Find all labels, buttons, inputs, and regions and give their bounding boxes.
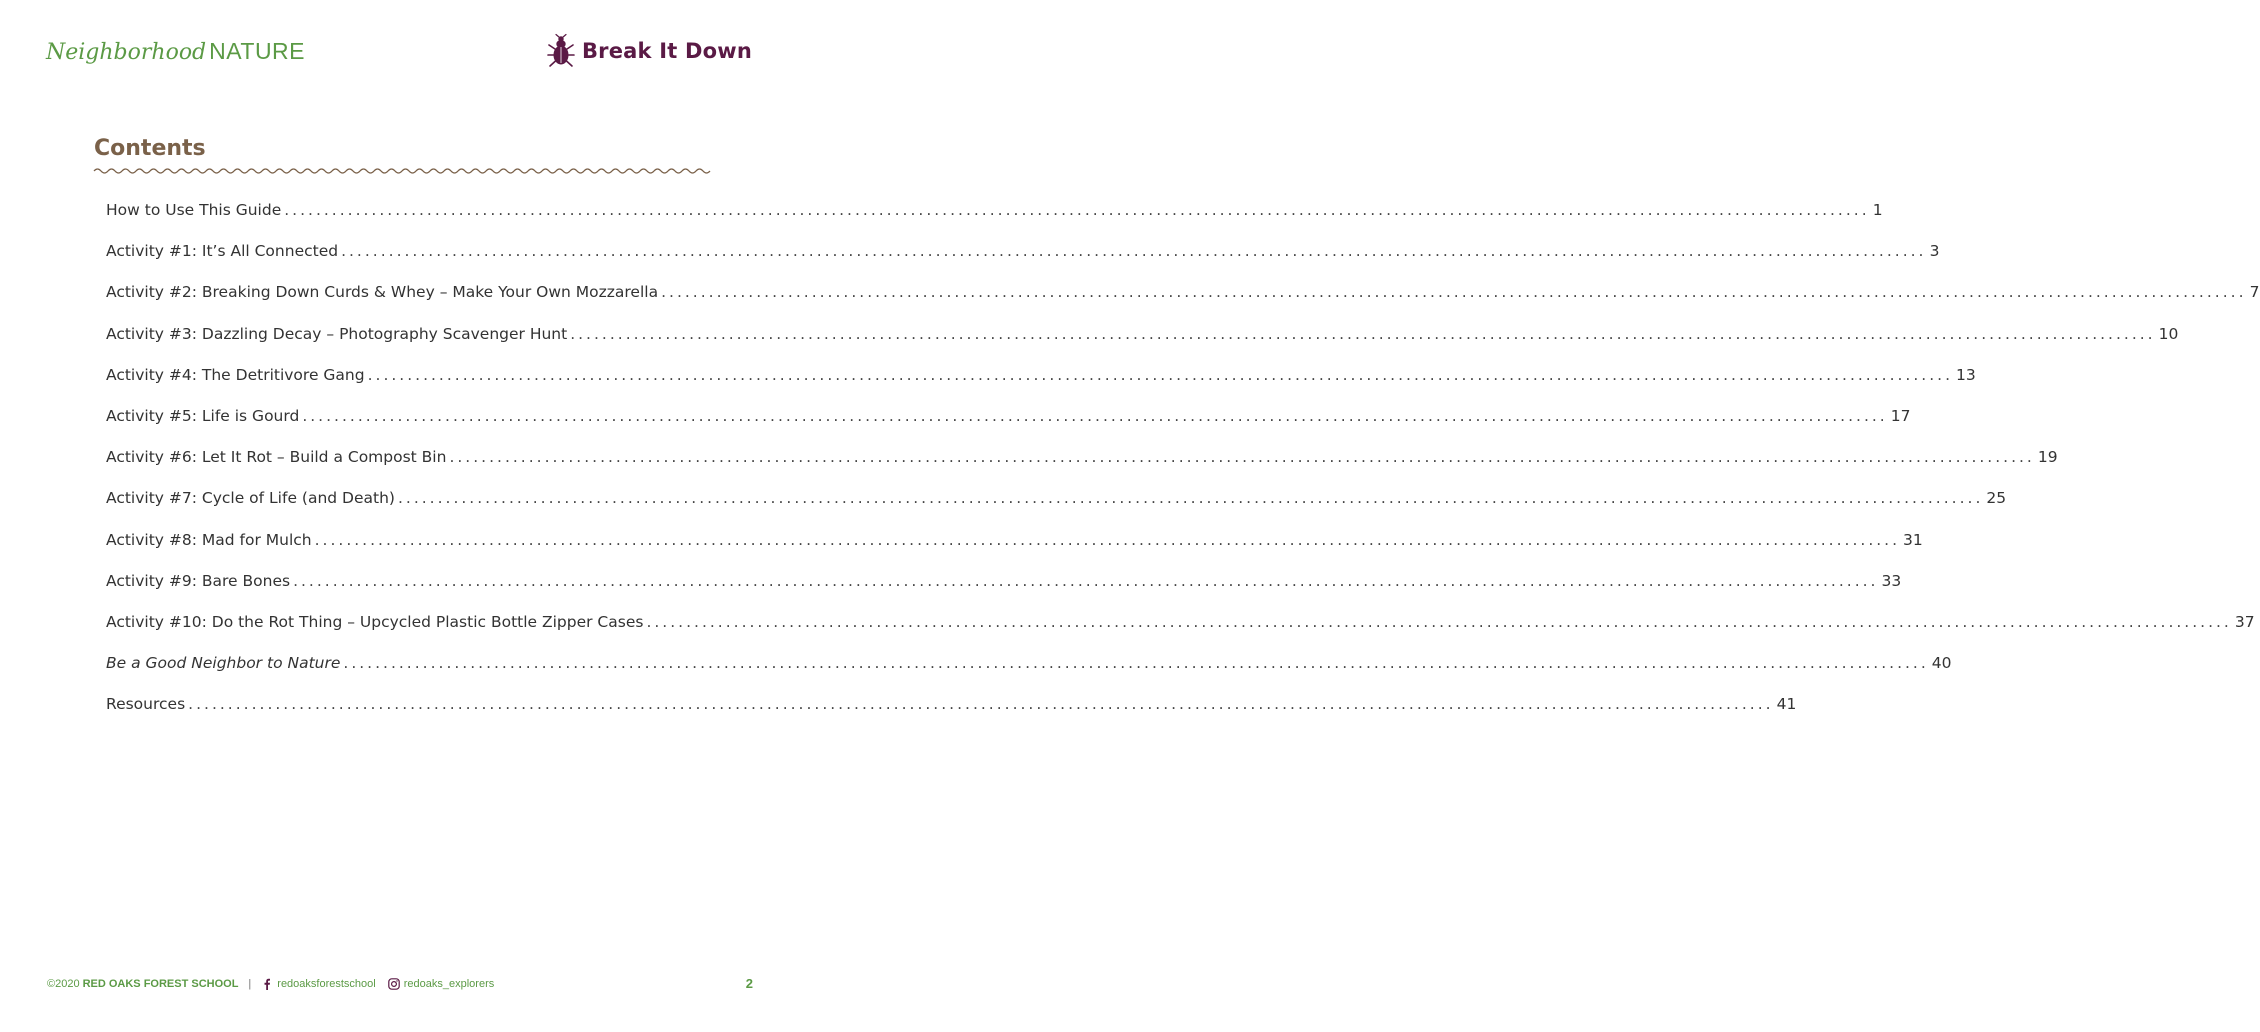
toc-entry-page: 31 bbox=[1903, 530, 1923, 549]
toc-entry[interactable] bbox=[106, 242, 1940, 283]
brand-neighborhood-nature bbox=[46, 38, 305, 65]
instagram-link[interactable] bbox=[388, 978, 495, 990]
contents-title: Contents bbox=[94, 136, 206, 161]
brand-right-text: Break It Down bbox=[581, 39, 752, 63]
toc-leader-dots: ........................................................................................................................................................................................................ bbox=[341, 242, 1927, 261]
toc-entry-page: 37 bbox=[2234, 612, 2255, 631]
toc-entry-title: Activity #6: Let It Rot – Build a Compost Bin bbox=[106, 448, 447, 467]
toc-leader-dots: ........................................................................................................................................................................................................ bbox=[302, 406, 1888, 425]
toc-entry[interactable] bbox=[106, 695, 1797, 736]
toc-entry[interactable] bbox=[106, 654, 1952, 695]
copyright-year: ©2020 bbox=[47, 978, 80, 990]
toc-entry[interactable] bbox=[106, 283, 2260, 324]
toc-entry-title: Activity #10: Do the Rot Thing – Upcycled Plastic Bottle Zipper Cases bbox=[106, 612, 644, 631]
toc-leader-dots: ........................................................................................................................................................................................................ bbox=[397, 489, 1984, 508]
toc-entry-title: Activity #4: The Detritivore Gang bbox=[106, 365, 365, 384]
page-footer bbox=[47, 974, 753, 994]
toc-entry[interactable] bbox=[106, 612, 2255, 654]
toc-entry-title: Activity #5: Life is Gourd bbox=[106, 406, 300, 425]
org-name: RED OAKS FOREST SCHOOL bbox=[82, 978, 239, 990]
beetle-icon bbox=[546, 34, 576, 68]
toc-leader-dots: ........................................................................................................................................................................................................ bbox=[284, 201, 1870, 219]
table-of-contents bbox=[106, 201, 2260, 736]
toc-entry-page: 7 bbox=[2249, 283, 2260, 302]
page-number: 2 bbox=[745, 976, 753, 991]
toc-entry-page: 33 bbox=[1881, 571, 1902, 590]
toc-entry-page: 40 bbox=[1931, 654, 1952, 673]
toc-entry-title: Be a Good Neighbor to Nature bbox=[106, 654, 341, 673]
toc-entry-page: 41 bbox=[1776, 695, 1797, 714]
toc-entry[interactable] bbox=[106, 530, 1923, 572]
brand-script-text: Neighborhood bbox=[46, 40, 207, 65]
toc-entry[interactable] bbox=[106, 201, 1883, 242]
toc-entry-page: 17 bbox=[1890, 406, 1911, 425]
page-header bbox=[0, 0, 800, 90]
brand-break-it-down bbox=[546, 34, 752, 68]
facebook-handle: redoaksforestschool bbox=[277, 978, 376, 990]
toc-leader-dots: ........................................................................................................................................................................................................ bbox=[343, 654, 1929, 673]
toc-entry-title: Activity #1: It’s All Connected bbox=[106, 242, 339, 261]
decorative-wave-divider bbox=[94, 166, 706, 176]
toc-entry-title: Activity #3: Dazzling Decay – Photography Scavenger Hunt bbox=[106, 324, 568, 343]
toc-entry-title: Resources bbox=[106, 695, 186, 714]
facebook-link[interactable] bbox=[261, 978, 375, 990]
toc-entry-page: 1 bbox=[1872, 201, 1883, 219]
toc-entry-title: Activity #8: Mad for Mulch bbox=[106, 530, 312, 549]
toc-entry[interactable] bbox=[106, 448, 2058, 489]
toc-entry-title: How to Use This Guide bbox=[106, 201, 282, 219]
toc-entry-page: 19 bbox=[2037, 448, 2058, 467]
toc-leader-dots: ........................................................................................................................................................................................................ bbox=[646, 612, 2232, 631]
toc-entry[interactable] bbox=[106, 406, 1911, 448]
toc-entry[interactable] bbox=[106, 365, 1976, 407]
toc-leader-dots: ........................................................................................................................................................................................................ bbox=[367, 365, 1953, 384]
toc-leader-dots: ........................................................................................................................................................................................................ bbox=[449, 448, 2035, 467]
toc-leader-dots: ........................................................................................................................................................................................................ bbox=[570, 324, 2156, 343]
facebook-icon bbox=[261, 978, 273, 990]
toc-leader-dots: ........................................................................................................................................................................................................ bbox=[314, 530, 1901, 549]
footer-separator: | bbox=[248, 978, 252, 990]
toc-entry-title: Activity #7: Cycle of Life (and Death) bbox=[106, 489, 395, 508]
toc-leader-dots: ........................................................................................................................................................................................................ bbox=[293, 571, 1879, 590]
instagram-handle: redoaks_explorers bbox=[403, 978, 495, 990]
toc-entry-page: 10 bbox=[2158, 324, 2179, 343]
toc-entry-page: 13 bbox=[1956, 365, 1976, 384]
brand-caps-text: NATURE bbox=[209, 38, 306, 64]
toc-entry[interactable] bbox=[106, 489, 2007, 530]
toc-entry-title: Activity #2: Breaking Down Curds & Whey – Make Your Own Mozzarella bbox=[106, 283, 659, 302]
toc-leader-dots: ........................................................................................................................................................................................................ bbox=[661, 283, 2247, 302]
toc-entry-page: 25 bbox=[1986, 489, 2007, 508]
toc-leader-dots: ........................................................................................................................................................................................................ bbox=[188, 695, 1774, 714]
toc-entry-title: Activity #9: Bare Bones bbox=[106, 571, 291, 590]
toc-entry-page: 3 bbox=[1929, 242, 1940, 261]
toc-entry[interactable] bbox=[106, 571, 1902, 613]
toc-entry[interactable] bbox=[106, 324, 2179, 366]
instagram-icon bbox=[388, 978, 400, 990]
